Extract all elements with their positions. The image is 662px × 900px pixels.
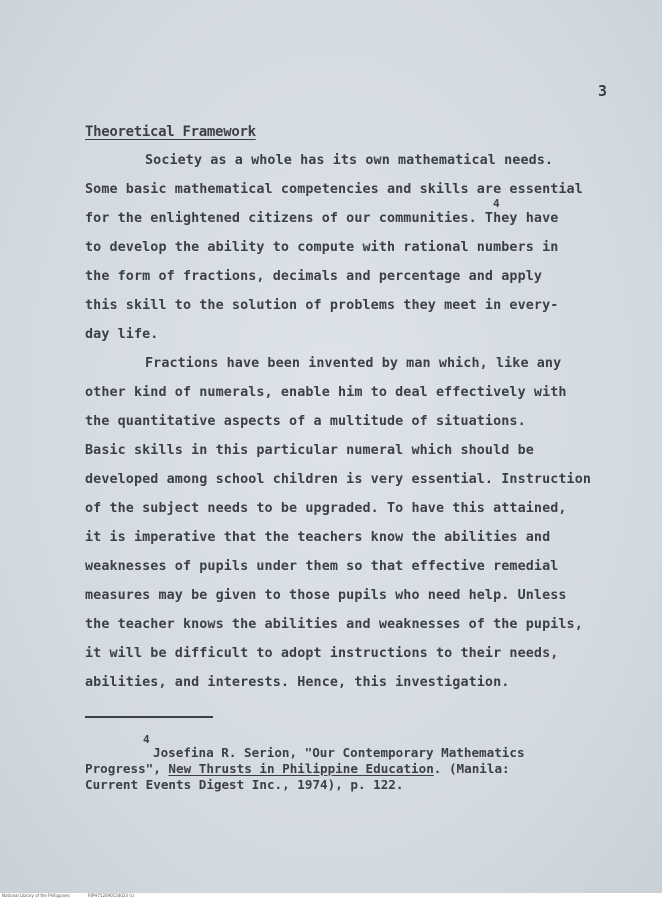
paragraph2-line: other kind of numerals, enable him to deal effectively with [85, 385, 567, 400]
paragraph2-line: Basic skills in this particular numeral which should be [85, 443, 534, 458]
paragraph1-line: day life. [85, 327, 159, 342]
footnote-line: Current Events Digest Inc., 1974), p. 122. [85, 777, 404, 792]
paragraph1-line: Society as a whole has its own mathematical needs. [145, 153, 554, 168]
paragraph2-line: of the subject needs to be upgraded. To have this attained, [85, 501, 567, 516]
paragraph2-line: the quantitative aspects of a multitude of situations. [85, 414, 526, 429]
footnote-line: Josefina R. Serion, "Our Contemporary Mathematics [153, 745, 525, 760]
archive-label: National Library of the Philippines [2, 893, 70, 898]
footnote-marker: 4 [143, 733, 150, 746]
page-number: 3 [598, 82, 608, 100]
paragraph2-line: Fractions have been invented by man which, like any [145, 356, 562, 371]
paragraph2-line: weaknesses of pupils under them so that effective remedial [85, 559, 559, 574]
paragraph2-line: the teacher knows the abilities and weaknesses of the pupils, [85, 617, 583, 632]
paragraph2-line: it is imperative that the teachers know the abilities and [85, 530, 551, 545]
paragraph2-line: developed among school children is very essential. Instruction [85, 472, 592, 487]
paragraph2-line: abilities, and interests. Hence, this investigation. [85, 675, 510, 690]
paragraph2-line: measures may be given to those pupils who need help. Unless [85, 588, 567, 603]
footnote-reference: 4 [493, 197, 500, 210]
footnote-line [85, 761, 510, 777]
section-heading: Theoretical Framework [85, 124, 256, 140]
footnote-divider [85, 716, 213, 718]
footnote-line2-prefix: Progress", [85, 761, 169, 776]
footnote-line2-suffix: . (Manila: [433, 761, 510, 776]
paragraph1-line: for the enlightened citizens of our communities. They have [85, 211, 559, 226]
paragraph1-line: Some basic mathematical competencies and skills are essential [85, 182, 583, 197]
paragraph2-line: it will be difficult to adopt instructions to their needs, [85, 646, 559, 661]
footnote-book-title: New Thrusts in Philippine Education [168, 761, 434, 776]
paragraph1-line: the form of fractions, decimals and percentage and apply [85, 269, 543, 284]
paragraph1-line: this skill to the solution of problems they meet in every- [85, 298, 559, 313]
paragraph1-line: to develop the ability to compute with rational numbers in [85, 240, 559, 255]
archive-id: RIPH752090154023 (c) [88, 893, 135, 898]
